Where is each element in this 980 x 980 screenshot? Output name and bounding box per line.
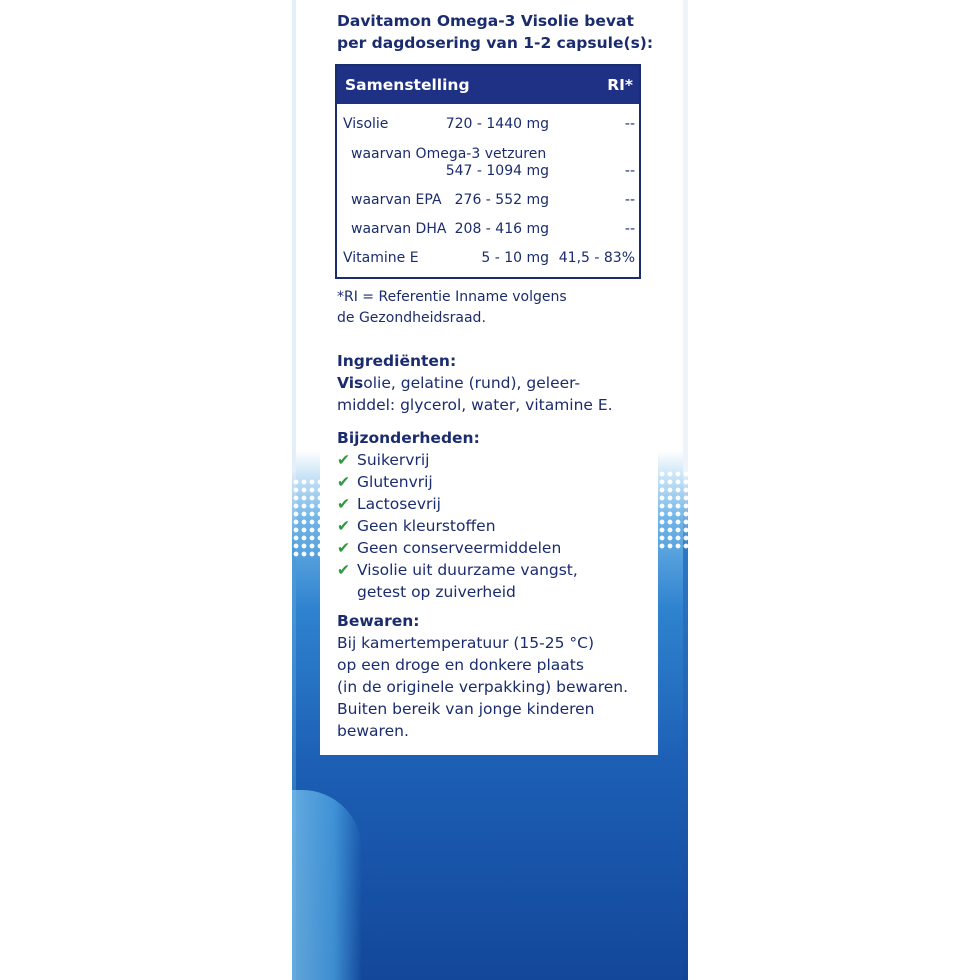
ri-footnote	[337, 287, 657, 329]
checkmark-icon: ✔	[337, 517, 350, 535]
ingredients-section	[337, 350, 657, 416]
list-item	[337, 493, 657, 515]
row-name: waarvan EPA	[351, 192, 442, 208]
storage-line: bewaren.	[337, 722, 409, 740]
ingredients-line-1	[337, 372, 657, 394]
storage-line: (in de originele verpakking) bewaren.	[337, 678, 629, 696]
ingredients-title: Ingrediënten:	[337, 352, 457, 370]
product-heading	[337, 10, 653, 54]
feature-label: Visolie uit duurzame vangst,	[357, 561, 578, 579]
row-amount: 208 - 416 mg	[454, 221, 549, 237]
footnote-line-1: *RI = Referentie Inname volgens	[337, 289, 567, 305]
row-ri: --	[624, 221, 635, 237]
composition-table	[335, 64, 641, 279]
row-ri: 41,5 - 83%	[558, 250, 635, 266]
row-name: waarvan DHA	[351, 221, 447, 237]
capsule-graphic	[292, 790, 362, 980]
storage-section	[337, 610, 657, 742]
feature-label: Lactosevrij	[357, 495, 441, 513]
allergen-highlight: Vis	[337, 374, 364, 392]
row-ri: --	[624, 163, 635, 179]
dot-pattern-right	[658, 470, 688, 550]
storage-title: Bewaren:	[337, 612, 420, 630]
feature-label: Geen conserveermiddelen	[357, 539, 562, 557]
list-item	[337, 559, 657, 603]
row-amount: 720 - 1440 mg	[445, 116, 549, 132]
checkmark-icon: ✔	[337, 539, 350, 557]
checkmark-icon: ✔	[337, 451, 350, 469]
header-composition-label: Samenstelling	[345, 76, 470, 94]
table-header	[337, 66, 639, 104]
dot-pattern-left	[292, 478, 322, 558]
ingredients-line-1-rest: olie, gelatine (rund), geleer-	[363, 374, 581, 392]
row-name: Vitamine E	[343, 250, 419, 266]
row-name: waarvan Omega-3 vetzuren	[351, 146, 547, 162]
list-item	[337, 515, 657, 537]
list-item	[337, 537, 657, 559]
feature-label-line-2: getest op zuiverheid	[357, 583, 516, 601]
header-ri-label: RI*	[607, 76, 633, 94]
heading-line-2: per dagdosering van 1-2 capsule(s):	[337, 34, 654, 52]
row-amount: 5 - 10 mg	[481, 250, 549, 266]
row-ri: --	[624, 116, 635, 132]
checkmark-icon: ✔	[337, 473, 350, 491]
feature-label: Suikervrij	[357, 451, 430, 469]
checkmark-icon: ✔	[337, 495, 350, 513]
feature-label: Geen kleurstoffen	[357, 517, 496, 535]
storage-line: Buiten bereik van jonge kinderen	[337, 700, 595, 718]
row-amount: 276 - 552 mg	[454, 192, 549, 208]
storage-line: op een droge en donkere plaats	[337, 656, 584, 674]
storage-line: Bij kamertemperatuur (15-25 °C)	[337, 634, 594, 652]
row-name: Visolie	[343, 116, 389, 132]
feature-label: Glutenvrij	[357, 473, 433, 491]
checkmark-icon: ✔	[337, 561, 350, 579]
row-amount: 547 - 1094 mg	[445, 163, 549, 179]
ingredients-line-2: middel: glycerol, water, vitamine E.	[337, 396, 613, 414]
features-section	[337, 427, 657, 603]
row-ri: --	[624, 192, 635, 208]
heading-line-1: Davitamon Omega-3 Visolie bevat	[337, 12, 634, 30]
list-item	[337, 449, 657, 471]
features-title: Bijzonderheden:	[337, 429, 480, 447]
features-list	[337, 449, 657, 603]
list-item	[337, 471, 657, 493]
footnote-line-2: de Gezondheidsraad.	[337, 310, 486, 326]
